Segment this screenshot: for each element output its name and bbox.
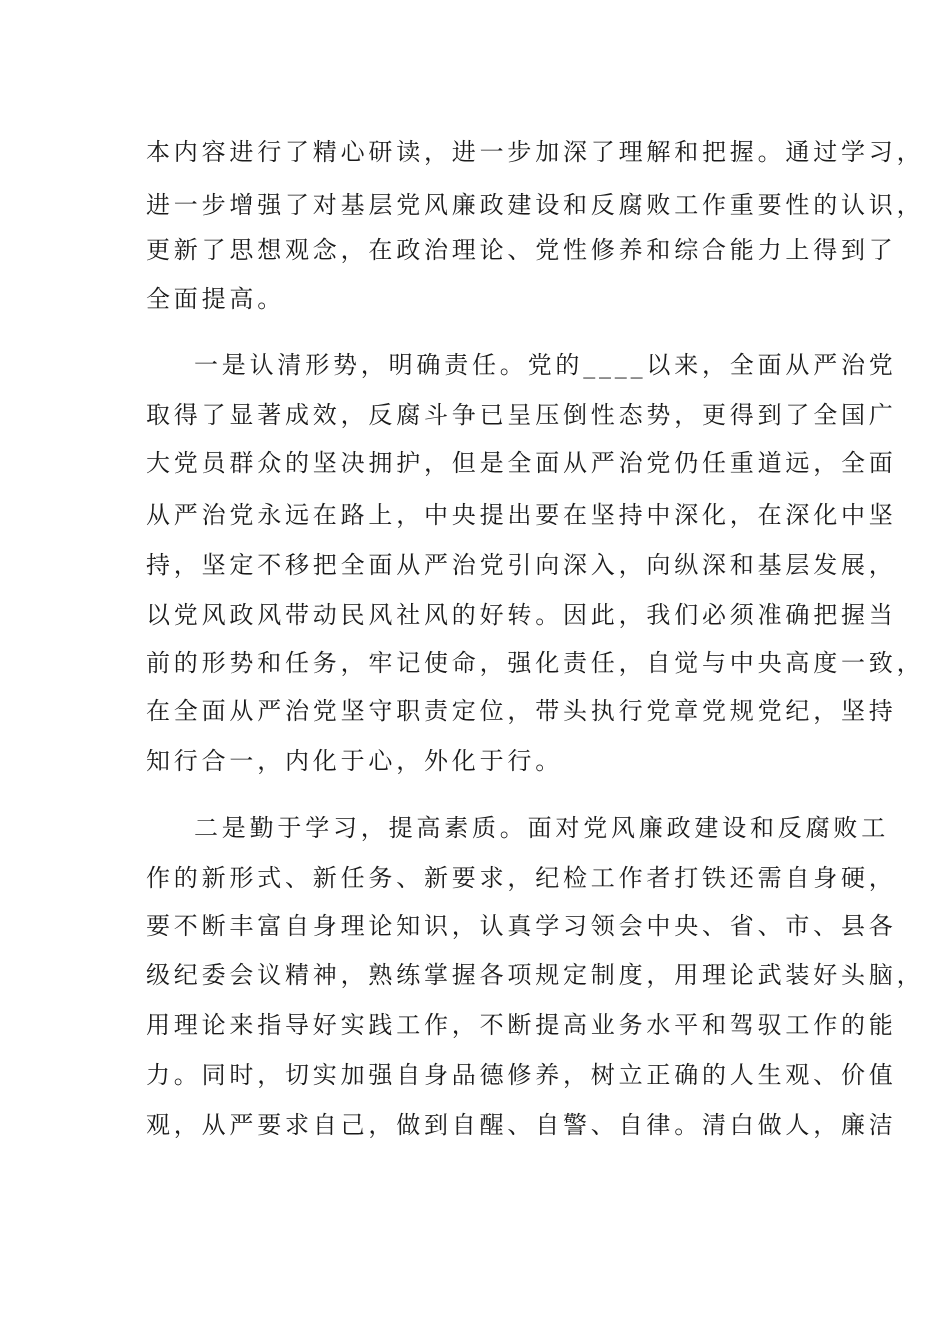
paragraph-line: 更新了思想观念，在政治理论、党性修养和综合能力上得到了: [146, 236, 897, 264]
paragraph-line: 本内容进行了精心研读，进一步加深了理解和把握。通过学习，: [146, 138, 925, 166]
paragraph-line: 级纪委会议精神，熟练掌握各项规定制度，用理论武装好头脑，: [146, 961, 925, 989]
paragraph-line: 取得了显著成效，反腐斗争已呈压倒性态势，更得到了全国广: [146, 401, 897, 429]
paragraph-line: 持，坚定不移把全面从严治党引向深入，向纵深和基层发展，: [146, 551, 897, 579]
paragraph-line: 在全面从严治党坚守职责定位，带头执行党章党规党纪，坚持: [146, 697, 897, 725]
paragraph-line: 要不断丰富自身理论知识，认真学习领会中央、省、市、县各: [146, 912, 897, 940]
paragraph-line: 从严治党永远在路上，中央提出要在坚持中深化，在深化中坚: [146, 501, 897, 529]
paragraph-line: 进一步增强了对基层党风廉政建设和反腐败工作重要性的认识，: [146, 191, 925, 219]
paragraph-line: 二是勤于学习，提高素质。面对党风廉政建设和反腐败工: [194, 814, 889, 842]
paragraph-line: 作的新形式、新任务、新要求，纪检工作者打铁还需自身硬，: [146, 864, 897, 892]
paragraph-line: 大党员群众的坚决拥护，但是全面从严治党仍任重道远，全面: [146, 449, 897, 477]
paragraph-line: 全面提高。: [146, 285, 285, 313]
paragraph-line: 以党风政风带动民风社风的好转。因此，我们必须准确把握当: [146, 601, 897, 629]
paragraph-line: 力。同时，切实加强自身品德修养，树立正确的人生观、价值: [146, 1061, 897, 1089]
paragraph-line: 知行合一，内化于心，外化于行。: [146, 747, 563, 775]
paragraph-line: 观，从严要求自己，做到自醒、自警、自律。清白做人，廉洁: [146, 1111, 897, 1139]
paragraph-line: 用理论来指导好实践工作，不断提高业务水平和驾驭工作的能: [146, 1011, 897, 1039]
paragraph-line: 前的形势和任务，牢记使命，强化责任，自觉与中央高度一致，: [146, 649, 925, 677]
paragraph-line: 一是认清形势，明确责任。党的____以来，全面从严治党: [194, 351, 897, 379]
